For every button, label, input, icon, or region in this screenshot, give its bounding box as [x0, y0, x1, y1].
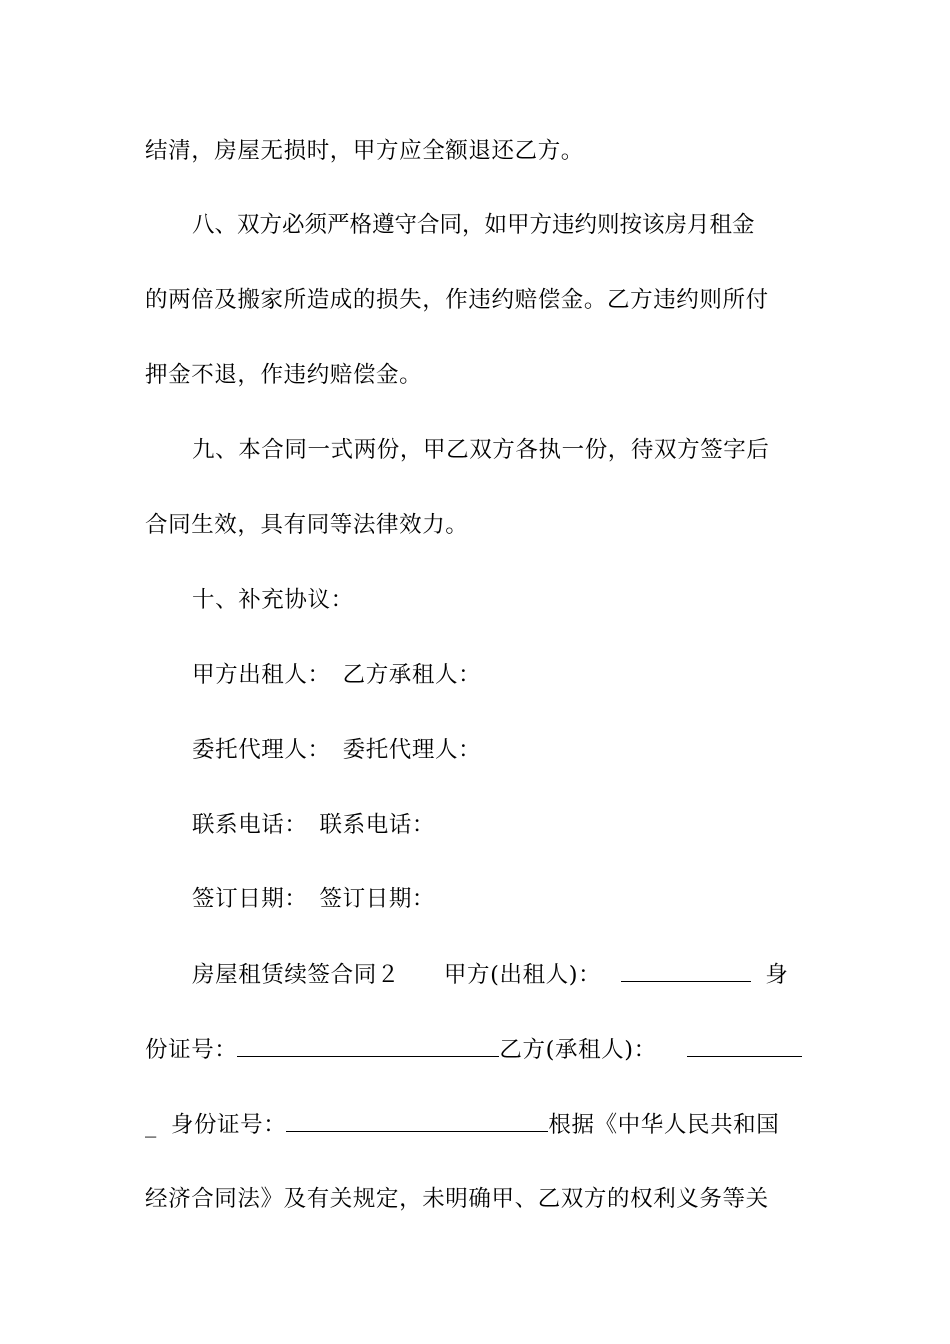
contract2-line-2 [145, 1034, 805, 1065]
underscore-tail: _ [145, 1112, 157, 1138]
party-b-lessee-label: 乙方承租人： [342, 662, 482, 688]
date-b-label: 签订日期： [319, 886, 436, 912]
id-b-label: 身份证号： [170, 1112, 287, 1138]
party-a-label: 甲方(出租人)： [443, 962, 602, 988]
paragraph-line: 合同生效，具有同等法律效力。 [145, 512, 469, 538]
agent-a-label: 委托代理人： [192, 737, 331, 763]
contract2-title: 房屋租赁续签合同２ [192, 962, 400, 988]
signature-row-party [192, 660, 805, 690]
party-a-lessor-label: 甲方出租人： [192, 662, 331, 688]
contract2-line-3 [145, 1109, 805, 1140]
party-b-blank [687, 1034, 802, 1057]
basis-start: 根据《中华人民共和国 [548, 1112, 780, 1138]
signature-row-date [192, 884, 805, 914]
phone-b-label: 联系电话： [319, 812, 436, 838]
id-label-start: 身 [765, 962, 789, 988]
contract2-line-1 [192, 959, 805, 990]
signature-row-phone [192, 810, 805, 840]
contract2-line-4: 经济合同法》及有关规定，未明确甲、乙双方的权利义务等关 [145, 1186, 769, 1212]
paragraph-line: 九、本合同一式两份，甲乙双方各执一份，待双方签字后 [192, 437, 770, 463]
party-a-blank [621, 959, 751, 982]
date-a-label: 签订日期： [192, 886, 308, 912]
signature-row-agent [192, 735, 805, 765]
id-label-end: 份证号： [145, 1037, 238, 1063]
paragraph-line: 结清，房屋无损时，甲方应全额退还乙方。 [145, 138, 584, 164]
party-b-label: 乙方(承租人)： [499, 1037, 657, 1063]
paragraph-line: 押金不退，作违约赔偿金。 [145, 362, 423, 388]
id-a-blank [237, 1034, 499, 1057]
paragraph-line [192, 210, 805, 240]
paragraph-line: 的两倍及搬家所造成的损失，作违约赔偿金。乙方违约则所付 [145, 287, 769, 313]
clause-8-line-1: 八、双方必须严格遵守合同，如甲方违约则按该房月租金 [192, 212, 755, 238]
id-b-blank [286, 1109, 548, 1132]
phone-a-label: 联系电话： [192, 812, 308, 838]
clause-10-heading: 十、补充协议： [192, 587, 354, 613]
agent-b-label: 委托代理人： [342, 737, 482, 763]
